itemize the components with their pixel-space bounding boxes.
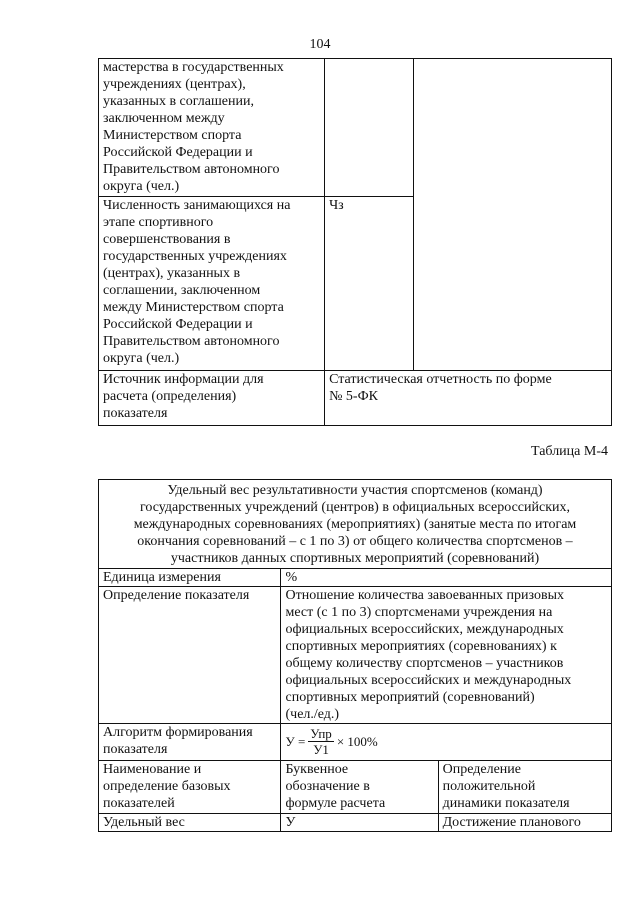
formula-denominator: У1 bbox=[313, 742, 329, 757]
indicator-code: Чз bbox=[325, 197, 414, 371]
table-row bbox=[99, 761, 612, 814]
empty-merged-cell bbox=[414, 59, 612, 371]
formula-lhs: У = bbox=[285, 734, 306, 749]
formula-rhs: × 100% bbox=[336, 734, 378, 749]
indicator-label: мастерства в государственных учреждениях (центрах), указанных в соглашении, заключенном между Министерством спорта Российской Федерации и Правительством автономного округа (чел.) bbox=[99, 59, 325, 197]
table-row bbox=[99, 569, 612, 587]
unit-value: % bbox=[281, 569, 612, 587]
base-row-name: Удельный вес bbox=[99, 814, 281, 832]
formula-numerator: Упр bbox=[310, 726, 332, 741]
base-header-dynamics: Определение положительной динамики показателя bbox=[438, 761, 611, 814]
indicator-label: Численность занимающихся на этапе спортивного совершенствования в государственных учреждениях (центрах), указанных в соглашении, заключенном между Министерством спорта Российской Федерации и Правительством автономного округа (чел.) bbox=[99, 197, 325, 371]
source-label: Источник информации для расчета (определения) показателя bbox=[99, 371, 325, 426]
formula-fraction bbox=[308, 726, 334, 757]
page-number: 104 bbox=[309, 37, 331, 52]
table-row bbox=[99, 371, 612, 426]
table-row bbox=[99, 587, 612, 724]
table-row bbox=[99, 814, 612, 832]
table-row bbox=[99, 480, 612, 569]
algorithm-label: Алгоритм формирования показателя bbox=[99, 724, 281, 761]
table-row bbox=[99, 724, 612, 761]
base-header-symbol: Буквенное обозначение в формуле расчета bbox=[281, 761, 438, 814]
formula-cell bbox=[281, 724, 612, 761]
indicator-table-m4 bbox=[98, 479, 612, 832]
base-row-symbol: У bbox=[281, 814, 438, 832]
source-value: Статистическая отчетность по форме № 5-ФК bbox=[325, 371, 612, 426]
definition-value: Отношение количества завоеванных призовых мест (с 1 по 3) спортсменами учреждения на официальных всероссийских, международных спортивных мероприятиях (соревнованиях) к общему количеству спортсменов – участников официальных всероссийских и международных спортивных мероприятий (соревнований) (чел./ед.) bbox=[281, 587, 612, 724]
definition-label: Определение показателя bbox=[99, 587, 281, 724]
table-caption: Таблица М-4 bbox=[531, 444, 608, 459]
base-header-name: Наименование и определение базовых показателей bbox=[99, 761, 281, 814]
indicator-table-continued bbox=[98, 58, 612, 426]
formula bbox=[285, 726, 377, 757]
table-row bbox=[99, 59, 612, 197]
base-row-dynamics: Достижение планового bbox=[438, 814, 611, 832]
table-title: Удельный вес результативности участия спортсменов (команд) государственных учреждений (центров) в официальных всероссийских, международных соревнованиях (мероприятиях) (занятые места по итогам окончания соревнований – с 1 по 3) от общего количества спортсменов – участников данных спортивных мероприятий (соревнований) bbox=[99, 480, 612, 569]
unit-label: Единица измерения bbox=[99, 569, 281, 587]
indicator-code bbox=[325, 59, 414, 197]
